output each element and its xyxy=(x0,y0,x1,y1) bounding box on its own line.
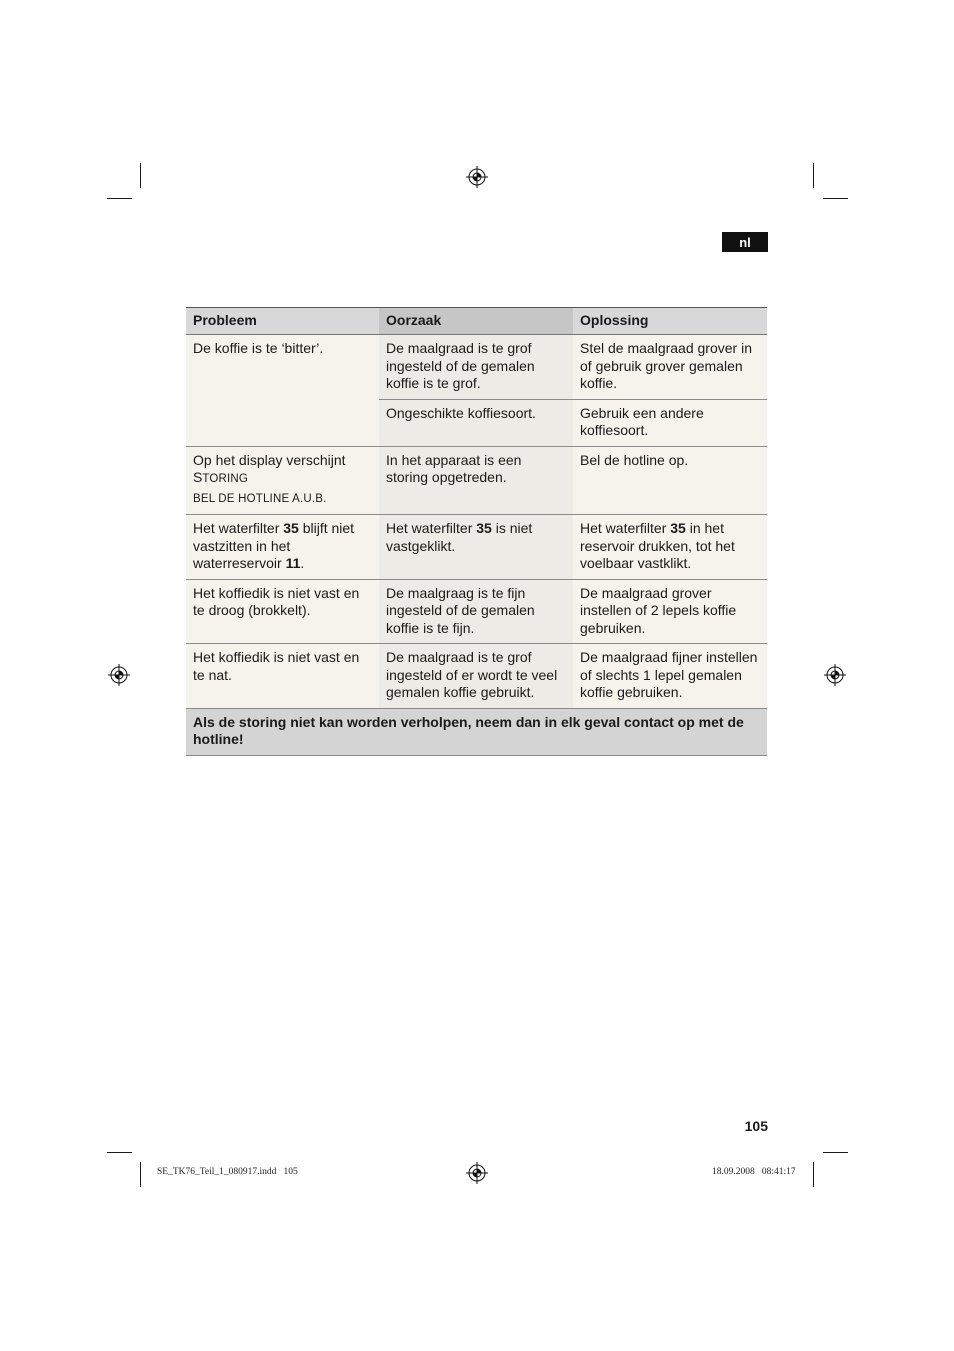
page-number: 105 xyxy=(744,1118,768,1134)
crop-mark-top-left-vertical xyxy=(140,163,141,188)
cause-cell: Ongeschikte koffiesoort. xyxy=(379,399,573,446)
problem-cell xyxy=(186,446,379,515)
slug-file-name: SE_TK76_Teil_1_080917.indd 105 xyxy=(157,1167,298,1177)
solution-text: Het waterfilter xyxy=(580,520,671,536)
cause-text: Het waterfilter xyxy=(386,520,477,536)
solution-cell: Gebruik een andere koffiesoort. xyxy=(573,399,767,446)
hotline-note: Als de storing niet kan worden verholpen, neem dan in elk geval contact op met de hotline! xyxy=(186,708,767,755)
table-row xyxy=(186,515,767,580)
crop-mark-bottom-right-vertical xyxy=(813,1162,814,1187)
display-message-initial: S xyxy=(193,469,203,485)
crop-mark-bottom-left-vertical xyxy=(140,1162,141,1187)
solution-cell: Stel de maalgraad grover in of gebruik grover gemalen koffie. xyxy=(573,335,767,400)
table-row xyxy=(186,579,767,644)
registration-mark-icon xyxy=(466,1162,488,1184)
problem-cell xyxy=(186,515,379,580)
display-message-line-1: TORING xyxy=(202,473,249,485)
table-footer-row xyxy=(186,708,767,755)
problem-text: Het waterfilter xyxy=(193,520,284,536)
crop-mark-bottom-left-horizontal xyxy=(107,1152,132,1153)
cause-cell: In het apparaat is een storing opgetreden. xyxy=(379,446,573,515)
solution-cell: De maalgraad grover instellen of 2 lepels koffie gebruiken. xyxy=(573,579,767,644)
problem-text: Op het display verschijnt xyxy=(193,451,346,468)
solution-cell xyxy=(573,515,767,580)
problem-text: . xyxy=(300,555,305,571)
crop-mark-top-left-horizontal xyxy=(107,198,132,199)
problem-text: blijft niet vastzitten in het waterreservoir xyxy=(193,520,355,571)
slug-timestamp: 18.09.2008 08:41:17 xyxy=(712,1167,796,1177)
cause-cell xyxy=(379,515,573,580)
problem-cell: De koffie is te ‘bitter’. xyxy=(186,335,379,447)
table-header-row xyxy=(186,308,767,335)
registration-mark-icon xyxy=(466,166,488,188)
part-number: 11 xyxy=(285,555,301,571)
cause-cell: De maalgraag is te fijn ingesteld of de gemalen koffie is te fijn. xyxy=(379,579,573,644)
solution-text: in het reservoir drukken, tot het voelbaar vastklikt. xyxy=(580,520,735,571)
table-row xyxy=(186,446,767,515)
problem-cell: Het koffiedik is niet vast en te nat. xyxy=(186,644,379,709)
table-row xyxy=(186,335,767,400)
header-problem: Probleem xyxy=(186,308,379,335)
registration-mark-icon xyxy=(824,664,846,686)
part-number: 35 xyxy=(283,520,299,536)
crop-mark-top-right-horizontal xyxy=(823,198,848,199)
language-tab: nl xyxy=(722,232,768,252)
header-solution: Oplossing xyxy=(573,308,767,335)
crop-mark-top-right-vertical xyxy=(813,163,814,188)
troubleshooting-table xyxy=(186,307,767,756)
solution-cell: Bel de hotline op. xyxy=(573,446,767,515)
cause-cell: De maalgraad is te grof ingesteld of er wordt te veel gemalen koffie gebruikt. xyxy=(379,644,573,709)
header-cause: Oorzaak xyxy=(379,308,573,335)
problem-cell: Het koffiedik is niet vast en te droog (brokkelt). xyxy=(186,579,379,644)
cause-text: is niet vastgeklikt. xyxy=(386,520,533,554)
cause-cell: De maalgraad is te grof ingesteld of de gemalen koffie is te grof. xyxy=(379,335,573,400)
registration-mark-icon xyxy=(108,664,130,686)
part-number: 35 xyxy=(670,520,686,536)
crop-mark-bottom-right-horizontal xyxy=(823,1152,848,1153)
solution-cell: De maalgraad fijner instellen of slechts 1 lepel gemalen koffie gebruiken. xyxy=(573,644,767,709)
table-row xyxy=(186,644,767,709)
part-number: 35 xyxy=(476,520,492,536)
display-message-line-2: BEL DE HOTLINE A.U.B. xyxy=(193,492,327,505)
